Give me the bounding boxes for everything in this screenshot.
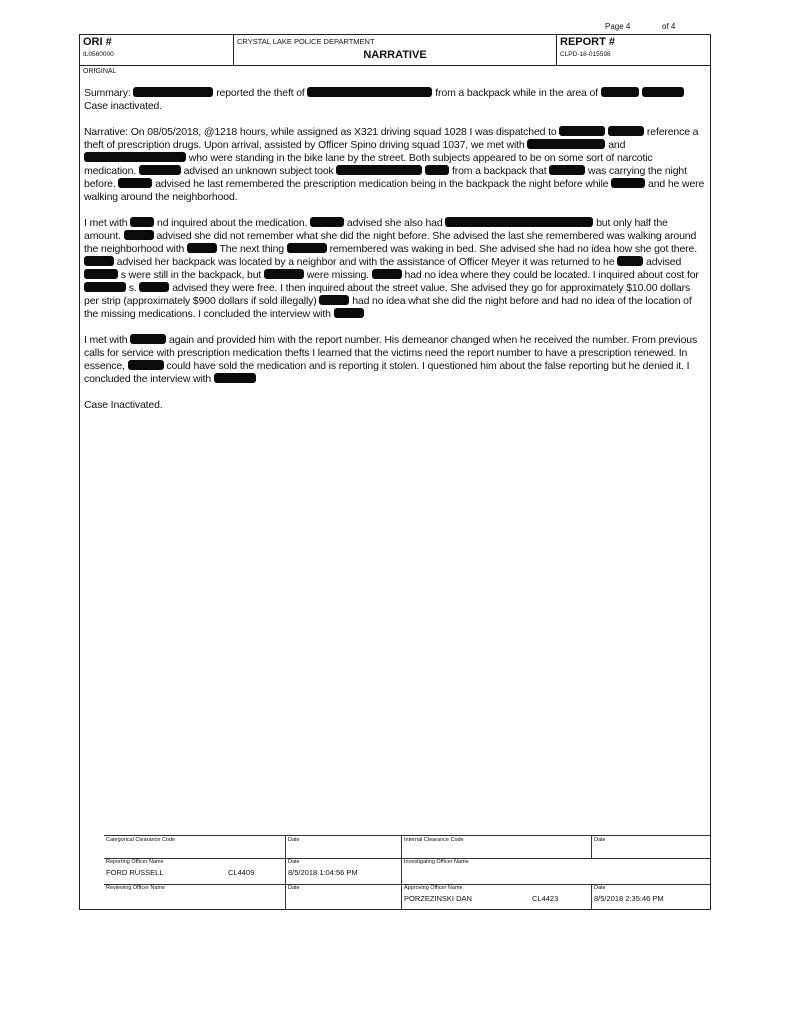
text-span: was carrying the night before. xyxy=(84,165,687,190)
report-label: REPORT # xyxy=(560,36,616,48)
text-span: from a backpack while in the area of xyxy=(435,87,598,99)
redaction xyxy=(84,152,186,162)
redaction xyxy=(559,126,605,136)
summary-paragraph xyxy=(84,87,706,113)
approving-officer-id: CL4423 xyxy=(532,894,559,903)
text-span: advised they were free. I then inquired about the street value. She advised they go for approximately $10.00 dollars per strip (approximately $900 dollars if sold illegally) xyxy=(84,282,691,307)
page-total: of 4 xyxy=(662,22,676,31)
categorical-clearance-label: Categorical Clearance Code xyxy=(106,837,176,843)
date-label: Date xyxy=(594,885,606,891)
department-cell xyxy=(234,35,557,65)
text-span: Narrative: On 08/05/2018, @1218 hours, while assigned as X321 driving squad 1028 I was dispatched to xyxy=(84,126,557,138)
form-title: NARRATIVE xyxy=(363,49,427,61)
text-span: and he were walking around the neighborhood. xyxy=(84,178,705,203)
approving-officer-name: PORZEZINSKI DAN xyxy=(404,894,472,903)
reviewing-officer-label: Reviewing Officer Name xyxy=(106,885,166,891)
text-span: reference a theft of prescription drugs. Upon arrival, assisted by Officer Spino driving squad 1037, we met with xyxy=(84,126,699,151)
redaction xyxy=(130,217,154,227)
redaction xyxy=(287,243,327,253)
text-span: s were still in the backpack, but xyxy=(120,269,262,281)
redaction xyxy=(84,282,126,292)
form-header xyxy=(80,35,710,66)
reviewing-date-cell xyxy=(286,884,402,910)
redaction xyxy=(84,269,118,279)
redaction xyxy=(334,308,364,318)
redaction xyxy=(84,256,114,266)
ori-cell xyxy=(80,35,234,65)
report-cell xyxy=(557,35,710,65)
text-span: The next thing xyxy=(219,243,284,255)
redaction xyxy=(307,87,432,97)
page-number: Page 4 xyxy=(605,22,631,31)
text-span: remembered was waking in bed. She advised she had no idea how she got there. xyxy=(329,243,697,255)
redaction xyxy=(130,334,166,344)
closing-line: Case Inactivated. xyxy=(84,399,163,411)
text-span: were missing. xyxy=(306,269,369,281)
reporting-officer-label: Reporting Officer Name xyxy=(106,859,164,865)
redaction xyxy=(617,256,643,266)
reporting-date: 8/5/2018 1:04:56 PM xyxy=(288,868,358,877)
narrative-paragraph xyxy=(84,126,706,204)
original-label: ORIGINAL xyxy=(83,68,117,75)
text-span: Case inactivated. xyxy=(84,100,162,112)
approving-date-cell xyxy=(592,884,710,910)
redaction xyxy=(319,295,349,305)
redaction xyxy=(642,87,684,97)
text-span: again and provided him with the report number. His demeanor changed when he received the number. From previous calls for service with prescription medication thefts I learned that the victims need the report number to have a prescription renewed. In essence, xyxy=(84,334,698,372)
redaction xyxy=(608,126,644,136)
reporting-row xyxy=(104,858,710,885)
text-span: who were standing in the bike lane by the street. Both subjects appeared to be on some sort of narcotic medication. xyxy=(84,152,653,177)
redaction xyxy=(336,165,422,175)
reviewing-officer-cell xyxy=(104,884,286,910)
text-span: advised he last remembered the prescription medication being in the backpack the night before while xyxy=(155,178,609,190)
internal-clearance-cell xyxy=(402,836,592,858)
report-number: CLPD-18-015598 xyxy=(560,51,611,58)
text-span: and xyxy=(608,139,626,151)
department-name: CRYSTAL LAKE POLICE DEPARTMENT xyxy=(237,37,375,46)
redaction xyxy=(601,87,639,97)
redaction xyxy=(133,87,213,97)
redaction xyxy=(527,139,605,149)
reporting-officer-id: CL4409 xyxy=(228,868,255,877)
text-span: could have sold the medication and is reporting it stolen. I questioned him about the false reporting but he denied it. I concluded the interview with xyxy=(84,360,690,385)
approving-officer-cell xyxy=(402,884,592,910)
text-span: nd inquired about the medication. xyxy=(157,217,308,229)
categorical-clearance-cell xyxy=(104,836,286,858)
narrative-body xyxy=(84,87,706,425)
text-span: s. xyxy=(128,282,137,294)
report-number-paragraph xyxy=(84,334,706,386)
medication-paragraph xyxy=(84,217,706,321)
ori-label: ORI # xyxy=(83,36,112,48)
text-span: advised her backpack was located by a neighbor and with the assistance of Officer Meyer it was returned to he xyxy=(116,256,615,268)
reporting-date-cell xyxy=(286,858,402,884)
clearance-row xyxy=(104,836,710,859)
text-span: advised she also had xyxy=(346,217,443,229)
text-span: advised she did not remember what she did the night before. She advised the last she remembered was walking around the neighborhood with xyxy=(84,230,697,255)
redaction xyxy=(445,217,593,227)
date-label: Date xyxy=(594,837,606,843)
reporting-officer-cell xyxy=(104,858,286,884)
redaction xyxy=(187,243,217,253)
signature-block xyxy=(104,835,710,910)
redaction xyxy=(139,282,169,292)
redaction xyxy=(118,178,152,188)
text-span: I met with xyxy=(84,217,128,229)
redaction xyxy=(128,360,164,370)
internal-clearance-label: Internal Clearance Code xyxy=(404,837,464,843)
text-span: but only half the amount. xyxy=(84,217,668,242)
narrative-form xyxy=(79,34,711,910)
redaction xyxy=(611,178,645,188)
summary-label: Summary: xyxy=(84,87,131,99)
investigating-officer-label: Investigating Officer Name xyxy=(404,859,469,865)
approving-officer-label: Approving Officer Name xyxy=(404,885,463,891)
reporting-officer-name: FORD RUSSELL xyxy=(106,868,164,877)
text-span: I met with xyxy=(84,334,128,346)
text-span: from a backpack that xyxy=(452,165,547,177)
text-span: had no idea where they could be located. I inquired about cost for xyxy=(404,269,699,281)
redaction xyxy=(310,217,344,227)
reviewing-row xyxy=(104,884,710,910)
date-label: Date xyxy=(288,837,300,843)
redaction xyxy=(425,165,449,175)
redaction xyxy=(214,373,256,383)
redaction xyxy=(549,165,585,175)
redaction xyxy=(372,269,402,279)
approving-date: 8/5/2018 2:35:46 PM xyxy=(594,894,664,903)
investigating-officer-cell xyxy=(402,858,710,884)
ori-value: IL0560000 xyxy=(83,51,114,58)
text-span: advised an unknown subject took xyxy=(183,165,334,177)
text-span: had no idea what she did the night before and had no idea of the location of the missing medications. I concluded the interview with xyxy=(84,295,692,320)
redaction xyxy=(139,165,181,175)
redaction xyxy=(264,269,304,279)
text-span: advised xyxy=(646,256,682,268)
clearance-date-cell xyxy=(286,836,402,858)
text-span: reported the theft of xyxy=(216,87,305,99)
redaction xyxy=(124,230,154,240)
date-label: Date xyxy=(288,859,300,865)
internal-date-cell xyxy=(592,836,710,858)
date-label: Date xyxy=(288,885,300,891)
